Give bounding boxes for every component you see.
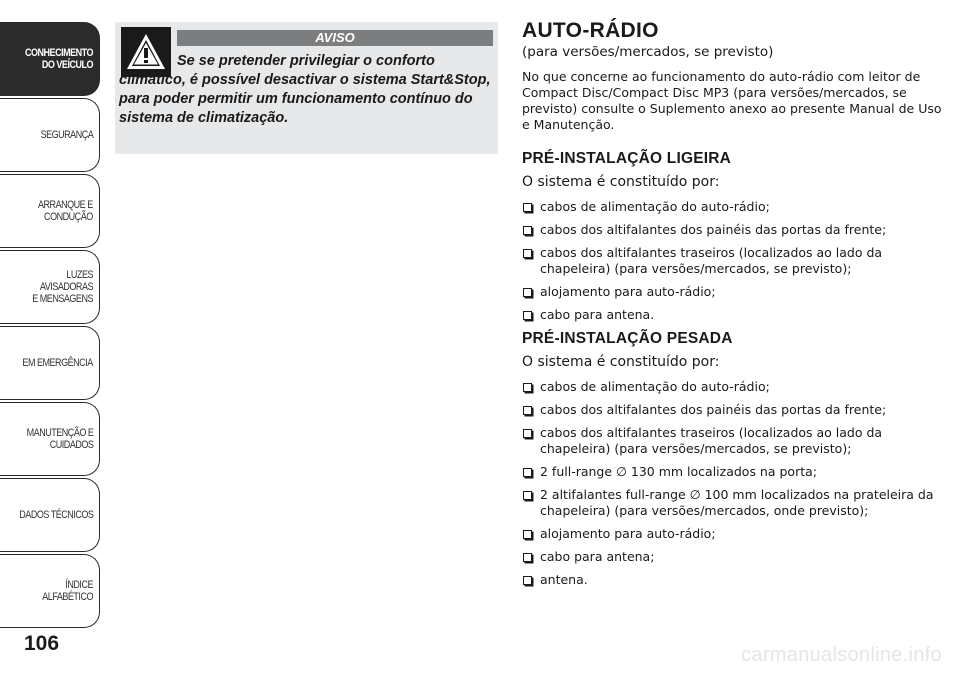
checkbox-bullet-icon <box>523 553 532 562</box>
checkbox-bullet-icon <box>523 406 532 415</box>
page-subtitle: (para versões/mercados, se previsto) <box>522 44 774 60</box>
warning-header: AVISO <box>177 30 493 46</box>
list-item-text: cabos de alimentação do auto-rádio; <box>540 199 770 214</box>
list-item <box>522 572 942 588</box>
list-item-text: cabo para antena; <box>540 549 655 564</box>
page-title: AUTO-RÁDIO <box>522 19 659 42</box>
checkbox-bullet-icon <box>523 226 532 235</box>
tab-em-emergencia[interactable] <box>0 326 100 400</box>
section-lead: O sistema é constituído por: <box>522 354 720 370</box>
section-lead: O sistema é constituído por: <box>522 174 720 190</box>
watermark: carmanualsonline.info <box>741 644 942 666</box>
list-item <box>522 222 942 238</box>
list-item-text: cabos dos altifalantes traseiros (localizados ao lado da chapeleira) (para versões/mercados, se previsto); <box>540 425 883 456</box>
tab-label: MANUTENÇÃO E CUIDADOS <box>26 427 93 451</box>
tab-indice-alfabetico[interactable] <box>0 554 100 628</box>
list-item <box>522 379 942 395</box>
checkbox-bullet-icon <box>523 203 532 212</box>
list-item-text: cabos dos altifalantes dos painéis das portas da frente; <box>540 222 887 237</box>
list-ligeira <box>522 199 942 323</box>
tab-label: SEGURANÇA <box>40 129 93 141</box>
tab-luzes-avisadoras[interactable] <box>0 250 100 324</box>
checkbox-bullet-icon <box>523 249 532 258</box>
checkbox-bullet-icon <box>523 530 532 539</box>
list-item <box>522 526 942 542</box>
tab-label: DADOS TÉCNICOS <box>18 509 93 521</box>
tab-manutencao-e-cuidados[interactable] <box>0 402 100 476</box>
section-title-pesada: PRÉ-INSTALAÇÃO PESADA <box>522 330 733 347</box>
list-item <box>522 284 942 300</box>
warning-text: Se se pretender privilegiar o conforto climático, é possível desactivar o sistema Start&Stop, para poder permitir um funcionamento contínuo do sistema de climatização. <box>119 53 491 126</box>
list-item <box>522 307 942 323</box>
list-item <box>522 402 942 418</box>
checkbox-bullet-icon <box>523 491 532 500</box>
list-item-text: cabos dos altifalantes traseiros (localizados ao lado da chapeleira) (para versões/mercados, se previsto); <box>540 245 883 276</box>
list-item-text: alojamento para auto-rádio; <box>540 284 716 299</box>
section-title-ligeira: PRÉ-INSTALAÇÃO LIGEIRA <box>522 150 732 167</box>
page-number: 106 <box>24 632 60 655</box>
list-item <box>522 487 942 519</box>
checkbox-bullet-icon <box>523 576 532 585</box>
checkbox-bullet-icon <box>523 429 532 438</box>
list-item-text: 2 full-range ∅ 130 mm localizados na porta; <box>540 464 817 479</box>
list-item <box>522 425 942 457</box>
tab-dados-tecnicos[interactable] <box>0 478 100 552</box>
tab-conhecimento-do-veiculo[interactable] <box>0 22 100 96</box>
tab-seguranca[interactable] <box>0 98 100 172</box>
list-item <box>522 245 942 277</box>
list-item <box>522 464 942 480</box>
checkbox-bullet-icon <box>523 383 532 392</box>
checkbox-bullet-icon <box>523 288 532 297</box>
list-item-text: cabos de alimentação do auto-rádio; <box>540 379 770 394</box>
tab-label: ÍNDICE ALFABÉTICO <box>42 579 93 603</box>
tab-label: ARRANQUE E CONDUÇÃO <box>38 199 93 223</box>
list-pesada <box>522 379 942 588</box>
checkbox-bullet-icon <box>523 311 532 320</box>
warning-box <box>115 22 498 154</box>
checkbox-bullet-icon <box>523 468 532 477</box>
intro-paragraph: No que concerne ao funcionamento do auto-rádio com leitor de Compact Disc/Compact Disc MP3 (para versões/mercados, se previsto) consulte o Suplemento anexo ao presente Manual de Uso e Manutenção. <box>522 69 942 132</box>
tab-arranque-e-conducao[interactable] <box>0 174 100 248</box>
tab-label: EM EMERGÊNCIA <box>22 357 93 369</box>
article <box>522 18 942 588</box>
tab-label: CONHECIMENTO DO VEÍCULO <box>24 47 93 71</box>
list-item-text: alojamento para auto-rádio; <box>540 526 716 541</box>
tab-label: LUZES AVISADORAS E MENSAGENS <box>32 269 93 305</box>
list-item <box>522 199 942 215</box>
list-item-text: cabo para antena. <box>540 307 655 322</box>
list-item <box>522 549 942 565</box>
list-item-text: 2 altifalantes full-range ∅ 100 mm localizados na prateleira da chapeleira) (para versões/mercados, onde previsto); <box>540 487 934 518</box>
list-item-text: cabos dos altifalantes dos painéis das portas da frente; <box>540 402 887 417</box>
list-item-text: antena. <box>540 572 588 587</box>
